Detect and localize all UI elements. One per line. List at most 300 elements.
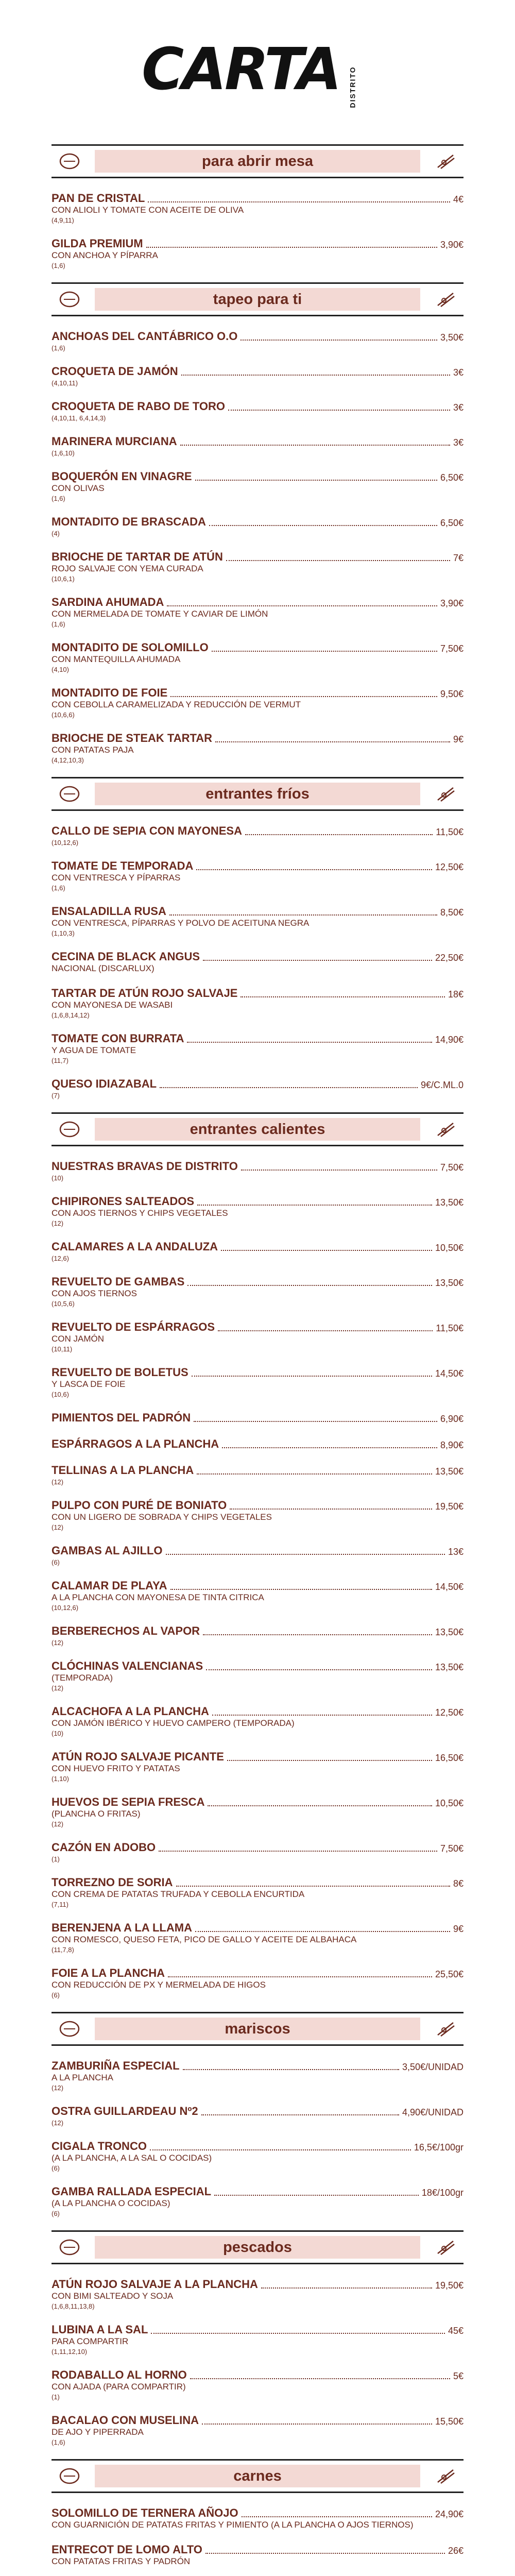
dot-leader — [201, 2114, 399, 2115]
item-description: CON AJOS TIERNOS Y CHIPS VEGETALES — [52, 1208, 228, 1218]
dot-leader — [215, 741, 450, 742]
dot-leader — [146, 247, 437, 248]
menu-item — [52, 1240, 464, 1262]
section-header — [52, 144, 464, 178]
dot-leader — [202, 2424, 432, 2425]
item-allergens: (6) — [52, 1991, 60, 1999]
dot-leader — [196, 869, 432, 870]
menu-item — [52, 2543, 464, 2567]
item-price: 7,50€ — [440, 1843, 464, 1854]
item-price: 19,50€ — [435, 1501, 464, 1512]
item-description: CON HUEVO FRITO Y PATATAS — [52, 1764, 180, 1773]
item-price: 9€ — [453, 1924, 464, 1934]
dot-leader — [187, 1042, 432, 1043]
menu-item — [52, 1160, 464, 1182]
item-price: 45€ — [448, 2326, 464, 2336]
item-name: TELLINAS A LA PLANCHA — [52, 1464, 194, 1477]
logo-word: CARTA — [142, 36, 340, 103]
item-description: ROJO SALVAJE CON YEMA CURADA — [52, 564, 203, 573]
item-name: LUBINA A LA SAL — [52, 2323, 148, 2336]
item-price: 14,50€ — [435, 1368, 464, 1379]
logo — [0, 36, 515, 108]
dot-leader — [218, 1330, 433, 1331]
menu-item — [52, 400, 464, 422]
menu-item — [52, 2140, 464, 2172]
dot-leader — [195, 1931, 450, 1932]
menu-item — [52, 824, 464, 846]
menu-item — [52, 1705, 464, 1737]
menu-item — [52, 1320, 464, 1353]
dot-leader — [212, 651, 437, 652]
tomato-icon — [52, 782, 88, 806]
menu-list — [52, 144, 464, 2576]
item-allergens: (1,6) — [52, 495, 65, 502]
dot-leader — [195, 480, 437, 481]
menu-item — [52, 1579, 464, 1612]
item-price: 18€ — [448, 989, 464, 999]
item-name: ZAMBURIÑA ESPECIAL — [52, 2059, 180, 2072]
item-price: 25,50€ — [435, 1969, 464, 1979]
item-name: ATÚN ROJO SALVAJE PICANTE — [52, 1750, 224, 1763]
item-allergens: (10,11) — [52, 1345, 73, 1353]
menu-item — [52, 1544, 464, 1566]
item-name: TOMATE DE TEMPORADA — [52, 859, 194, 872]
item-price: 3,50€ — [440, 332, 464, 343]
dot-leader — [151, 2333, 445, 2334]
section-header — [52, 2012, 464, 2046]
dot-leader — [166, 1554, 445, 1555]
item-description: CON ALIOLI Y TOMATE CON ACEITE DE OLIVA — [52, 205, 244, 215]
item-name: CIGALA TRONCO — [52, 2140, 147, 2153]
item-description: CON AJOS TIERNOS — [52, 1289, 137, 1298]
dot-leader — [169, 914, 437, 916]
item-allergens: (1,6) — [52, 620, 65, 628]
item-price: 3,90€ — [440, 240, 464, 250]
dot-leader — [203, 960, 432, 961]
item-price: 13,50€ — [435, 1197, 464, 1208]
menu-item — [52, 2278, 464, 2310]
menu-item — [52, 330, 464, 352]
item-name: BERENJENA A LA LLAMA — [52, 1921, 192, 1934]
dot-leader — [159, 1851, 437, 1852]
item-allergens: (7) — [52, 1092, 60, 1099]
item-allergens: (7,11) — [52, 1901, 68, 1908]
hot-pot-icon — [52, 1117, 88, 1141]
item-allergens: (1,6) — [52, 884, 65, 892]
item-description: CON JAMÓN — [52, 1334, 104, 1344]
item-description: CON REDUCCIÓN DE PX Y MERMELADA DE HIGOS — [52, 1980, 266, 1990]
item-allergens: (11,7,8) — [52, 1946, 74, 1954]
menu-item — [52, 2105, 464, 2127]
menu-item — [52, 1921, 464, 1954]
item-allergens: (1,11,12,10) — [52, 2348, 88, 2355]
item-price: 14,50€ — [435, 1582, 464, 1592]
item-name: TOMATE CON BURRATA — [52, 1032, 184, 1045]
menu-item — [52, 1195, 464, 1227]
menu-item — [52, 192, 464, 224]
dot-leader — [190, 2378, 450, 2379]
menu-item — [52, 1411, 464, 1425]
item-price: 15,50€ — [435, 2416, 464, 2427]
item-allergens: (4,9,11) — [52, 216, 74, 224]
item-description: A LA PLANCHA CON MAYONESA DE TINTA CITRICA — [52, 1592, 264, 1602]
dot-leader — [208, 1805, 432, 1806]
item-price: 6,50€ — [440, 472, 464, 483]
menu-item — [52, 1659, 464, 1692]
menu-item — [52, 1967, 464, 1999]
menu-item — [52, 686, 464, 719]
menu-item — [52, 950, 464, 974]
dot-leader — [205, 2553, 445, 2554]
item-allergens: (10,6) — [52, 1391, 69, 1398]
item-description: CON OLIVAS — [52, 483, 105, 493]
item-price: 16,50€ — [435, 1753, 464, 1763]
item-price: 6,50€ — [440, 518, 464, 528]
item-price: 26€ — [448, 2546, 464, 2556]
menu-item — [52, 2323, 464, 2355]
item-name: RODABALLO AL HORNO — [52, 2368, 187, 2381]
item-description: NACIONAL (DISCARLUX) — [52, 963, 154, 973]
item-allergens: (12,6) — [52, 1255, 69, 1262]
dot-leader — [241, 996, 445, 997]
menu-item — [52, 641, 464, 673]
item-description: CON MERMELADA DE TOMATE Y CAVIAR DE LIMÓN — [52, 609, 268, 619]
menu-item — [52, 1032, 464, 1064]
item-allergens: (1,6,8,11,13,8) — [52, 2302, 95, 2310]
bread-icon — [52, 149, 88, 173]
item-price: 12,50€ — [435, 862, 464, 872]
item-allergens: (11,7) — [52, 1057, 68, 1064]
item-name: QUESO IDIAZABAL — [52, 1077, 157, 1090]
dot-leader — [261, 2287, 432, 2289]
dot-leader — [206, 1669, 432, 1670]
item-price: 3€ — [453, 437, 464, 448]
item-price: 7,50€ — [440, 1162, 464, 1173]
item-allergens: (12) — [52, 1478, 64, 1486]
item-name: MARINERA MURCIANA — [52, 435, 177, 448]
item-description: CON VENTRESCA Y PÍPARRAS — [52, 873, 181, 883]
item-allergens: (12) — [52, 2119, 64, 2127]
item-name: REVUELTO DE ESPÁRRAGOS — [52, 1320, 215, 1333]
item-allergens: (12) — [52, 1639, 64, 1647]
item-description: Y LASCA DE FOIE — [52, 1379, 126, 1389]
item-price: 3€ — [453, 402, 464, 413]
item-allergens: (4,10) — [52, 666, 69, 673]
item-price: 6,90€ — [440, 1414, 464, 1424]
item-description: A LA PLANCHA — [52, 2073, 114, 2082]
menu-section — [52, 1112, 464, 1999]
item-price: 9,50€ — [440, 689, 464, 699]
item-description: DE AJO Y PIPERRADA — [52, 2427, 144, 2437]
cow-icon — [52, 2464, 88, 2488]
item-name: ALCACHOFA A LA PLANCHA — [52, 1705, 209, 1718]
item-price: 3,50€/UNIDAD — [402, 2062, 464, 2072]
item-allergens: (10,5,6) — [52, 1300, 75, 1308]
menu-item — [52, 1624, 464, 1647]
item-name: MONTADITO DE SOLOMILLO — [52, 641, 209, 654]
item-description: CON ANCHOA Y PÍPARRA — [52, 250, 158, 260]
item-name: BRIOCHE DE TARTAR DE ATÚN — [52, 550, 223, 563]
item-price: 8€ — [453, 1878, 464, 1889]
menu-item — [52, 1077, 464, 1099]
item-price: 11,50€ — [436, 827, 464, 837]
dot-leader — [230, 1509, 432, 1510]
item-price: 7€ — [453, 553, 464, 563]
menu-section — [52, 2230, 464, 2446]
menu-item — [52, 1464, 464, 1486]
dot-leader — [180, 445, 450, 446]
item-name: GAMBA RALLADA ESPECIAL — [52, 2185, 212, 2198]
item-name: GAMBAS AL AJILLO — [52, 1544, 163, 1557]
section-title: entrantes fríos — [95, 783, 420, 805]
menu-item — [52, 859, 464, 892]
item-name: BOQUERÓN EN VINAGRE — [52, 470, 192, 483]
item-price: 9€/C.ML.0 — [420, 1080, 464, 1090]
item-description: CON ROMESCO, QUESO FETA, PICO DE GALLO Y ACEITE DE ALBAHACA — [52, 1935, 357, 1944]
menu-item — [52, 365, 464, 387]
section-title: pescados — [95, 2236, 420, 2259]
dot-leader — [183, 2069, 399, 2070]
menu-item — [52, 515, 464, 537]
section-header — [52, 282, 464, 316]
menu-item — [52, 1437, 464, 1451]
dot-leader — [221, 1250, 432, 1251]
section-header — [52, 2230, 464, 2264]
item-description: CON CEBOLLA CARAMELIZADA Y REDUCCIÓN DE VERMUT — [52, 700, 301, 709]
item-description: CON GUARNICIÓN DE PATATAS FRITAS Y PIMIENTO (A LA PLANCHA O AJOS TIERNOS) — [52, 2520, 414, 2530]
item-description: CON AJADA (PARA COMPARTIR) — [52, 2382, 186, 2392]
item-allergens: (1) — [52, 2393, 60, 2401]
section-header — [52, 1112, 464, 1146]
shell-icon — [52, 2017, 88, 2041]
dot-leader — [197, 1205, 432, 1206]
menu-item — [52, 435, 464, 457]
item-allergens: (6) — [52, 2164, 60, 2172]
dot-leader — [228, 410, 450, 411]
item-price: 19,50€ — [435, 2280, 464, 2291]
item-price: 4€ — [453, 194, 464, 205]
item-name: CALAMARES A LA ANDALUZA — [52, 1240, 218, 1253]
menu-item — [52, 1841, 464, 1863]
crab-icon — [427, 2017, 464, 2041]
menu-item — [52, 2059, 464, 2092]
item-name: REVUELTO DE GAMBAS — [52, 1275, 185, 1288]
item-price: 10,50€ — [435, 1243, 464, 1253]
menu-section — [52, 282, 464, 764]
item-price: 8,50€ — [440, 907, 464, 918]
item-allergens: (4,10,11) — [52, 379, 78, 387]
item-name: CLÓCHINAS VALENCIANAS — [52, 1659, 203, 1672]
item-price: 24,90€ — [435, 2509, 464, 2519]
item-allergens: (1) — [52, 1855, 60, 1863]
dot-leader — [241, 1170, 437, 1171]
menu-item — [52, 2414, 464, 2446]
menu-item — [52, 2506, 464, 2530]
salad-bowl-icon — [427, 782, 464, 806]
pan-icon — [427, 1117, 464, 1141]
dot-leader — [181, 375, 450, 376]
item-name: GILDA PREMIUM — [52, 237, 143, 250]
item-name: SOLOMILLO DE TERNERA AÑOJO — [52, 2506, 238, 2519]
item-name: PAN DE CRISTAL — [52, 192, 145, 205]
item-price: 4,90€/UNIDAD — [402, 2107, 464, 2117]
item-allergens: (12) — [52, 1219, 64, 1227]
menu-item — [52, 596, 464, 628]
menu-item — [52, 905, 464, 937]
item-name: MONTADITO DE FOIE — [52, 686, 168, 699]
dot-leader — [242, 2516, 432, 2517]
dot-leader — [241, 340, 437, 341]
menu-item — [52, 1876, 464, 1908]
item-description: CON UN LIGERO DE SOBRADA Y CHIPS VEGETALES — [52, 1512, 272, 1522]
fish-bone-icon — [427, 2235, 464, 2259]
item-allergens: (4,10,11, 6,4,14,3) — [52, 414, 106, 422]
menu-item — [52, 2185, 464, 2217]
dot-leader — [150, 2149, 411, 2150]
item-description: PARA COMPARTIR — [52, 2336, 129, 2346]
item-name: TARTAR DE ATÚN ROJO SALVAJE — [52, 987, 238, 999]
logo-side-text: DISTRITO — [348, 66, 357, 108]
item-price: 22,50€ — [435, 953, 464, 963]
menu-section — [52, 144, 464, 269]
menu-item — [52, 1750, 464, 1783]
menu-section — [52, 2012, 464, 2217]
dot-leader — [148, 201, 450, 202]
item-allergens: (6) — [52, 2210, 60, 2217]
dot-leader — [212, 1715, 432, 1716]
item-name: CALLO DE SEPIA CON MAYONESA — [52, 824, 242, 837]
item-description: (A LA PLANCHA, A LA SAL O COCIDAS) — [52, 2153, 212, 2163]
item-price: 12,50€ — [435, 1707, 464, 1718]
item-allergens: (1,10) — [52, 1775, 69, 1783]
item-allergens: (12) — [52, 1820, 64, 1828]
item-name: PIMIENTOS DEL PADRÓN — [52, 1411, 191, 1424]
item-description: CON PATATAS PAJA — [52, 745, 134, 755]
item-name: OSTRA GUILLARDEAU Nº2 — [52, 2105, 198, 2117]
section-header — [52, 777, 464, 811]
item-name: ATÚN ROJO SALVAJE A LA PLANCHA — [52, 2278, 258, 2291]
item-price: 8,90€ — [440, 1440, 464, 1450]
item-allergens: (1,6) — [52, 262, 65, 269]
fork-knife-icon — [427, 287, 464, 311]
item-allergens: (10,6,6) — [52, 711, 75, 719]
section-title: mariscos — [95, 2018, 420, 2040]
item-price: 7,50€ — [440, 643, 464, 654]
item-name: CROQUETA DE JAMÓN — [52, 365, 178, 378]
section-title: para abrir mesa — [95, 150, 420, 173]
item-price: 13,50€ — [435, 1278, 464, 1288]
item-name: CROQUETA DE RABO DE TORO — [52, 400, 225, 413]
dot-leader — [194, 1421, 437, 1422]
skewer-icon — [427, 149, 464, 173]
item-description: (TEMPORADA) — [52, 1673, 113, 1683]
item-allergens: (12) — [52, 1684, 64, 1692]
dot-leader — [168, 1976, 432, 1977]
item-description: CON JAMÓN IBÉRICO Y HUEVO CAMPERO (TEMPORADA) — [52, 1718, 295, 1728]
dot-leader — [192, 1376, 432, 1377]
item-name: SARDINA AHUMADA — [52, 596, 164, 608]
item-allergens: (1,10,3) — [52, 929, 75, 937]
item-allergens: (10) — [52, 1730, 64, 1737]
item-allergens: (10,12,6) — [52, 1604, 79, 1612]
dot-leader — [227, 1760, 432, 1761]
item-name: FOIE A LA PLANCHA — [52, 1967, 165, 1979]
pig-icon — [427, 2464, 464, 2488]
menu-item — [52, 2368, 464, 2401]
item-price: 13,50€ — [435, 1466, 464, 1477]
fish-icon — [52, 2235, 88, 2259]
item-description: CON VENTRESCA, PÍPARRAS Y POLVO DE ACEITUNA NEGRA — [52, 918, 310, 928]
dot-leader — [214, 2195, 419, 2196]
item-price: 18€/100gr — [421, 2188, 464, 2198]
dot-leader — [245, 834, 433, 835]
dot-leader — [222, 1447, 437, 1448]
dot-leader — [226, 560, 450, 561]
item-price: 11,50€ — [436, 1323, 464, 1333]
item-name: ENTRECOT DE LOMO ALTO — [52, 2543, 202, 2556]
item-price: 3€ — [453, 367, 464, 378]
item-name: BERBERECHOS AL VAPOR — [52, 1624, 200, 1637]
item-price: 13,50€ — [435, 1627, 464, 1637]
dot-leader — [187, 1285, 432, 1286]
menu-item — [52, 1366, 464, 1398]
item-name: HUEVOS DE SEPIA FRESCA — [52, 1795, 205, 1808]
menu-item — [52, 732, 464, 764]
menu-item — [52, 1275, 464, 1308]
item-price: 10,50€ — [435, 1798, 464, 1808]
dot-leader — [170, 696, 437, 697]
item-price: 3,90€ — [440, 598, 464, 608]
item-price: 13€ — [448, 1547, 464, 1557]
item-description: CON PATATAS FRITAS Y PADRÓN — [52, 2556, 191, 2566]
item-name: BACALAO CON MUSELINA — [52, 2414, 199, 2427]
dot-leader — [197, 1473, 432, 1475]
heart-icon — [52, 287, 88, 311]
item-price: 9€ — [453, 734, 464, 744]
item-allergens: (6) — [52, 1558, 60, 1566]
item-price: 16,5€/100gr — [414, 2142, 464, 2153]
item-name: TORREZNO DE SORIA — [52, 1876, 173, 1889]
item-description: CON BIMI SALTEADO Y SOJA — [52, 2291, 174, 2301]
item-description: (PLANCHA O FRITAS) — [52, 1809, 141, 1819]
item-description: Y AGUA DE TOMATE — [52, 1045, 136, 1055]
item-name: ESPÁRRAGOS A LA PLANCHA — [52, 1437, 219, 1450]
item-name: ANCHOAS DEL CANTÁBRICO O.O — [52, 330, 238, 343]
dot-leader — [170, 1589, 432, 1590]
item-allergens: (1,6,8,14,12) — [52, 1011, 90, 1019]
menu-item — [52, 1795, 464, 1828]
item-allergens: (4,12,10,3) — [52, 756, 84, 764]
item-name: CECINA DE BLACK ANGUS — [52, 950, 200, 963]
item-allergens: (1,6) — [52, 2438, 65, 2446]
menu-item — [52, 237, 464, 269]
section-title: tapeo para ti — [95, 288, 420, 311]
menu-item — [52, 1499, 464, 1531]
menu-section — [52, 777, 464, 1099]
item-allergens: (10,12,6) — [52, 839, 79, 846]
item-name: CHIPIRONES SALTEADOS — [52, 1195, 195, 1208]
item-allergens: (1,6) — [52, 344, 65, 352]
menu-item — [52, 987, 464, 1019]
item-description: CON MAYONESA DE WASABI — [52, 1000, 173, 1010]
dot-leader — [176, 1886, 450, 1887]
section-title: entrantes calientes — [95, 1118, 420, 1141]
item-description: CON CREMA DE PATATAS TRUFADA Y CEBOLLA ENCURTIDA — [52, 1889, 305, 1899]
item-name: MONTADITO DE BRASCADA — [52, 515, 206, 528]
section-title: carnes — [95, 2465, 420, 2487]
item-name: PULPO CON PURÉ DE BONIATO — [52, 1499, 227, 1512]
item-name: BRIOCHE DE STEAK TARTAR — [52, 732, 213, 744]
